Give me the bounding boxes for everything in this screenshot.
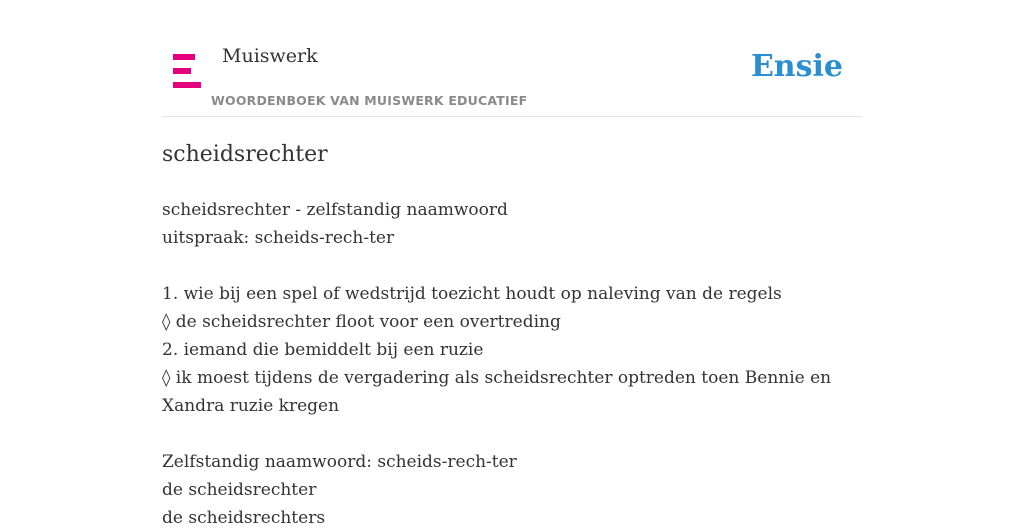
entry-line: 1. wie bij een spel of wedstrijd toezicht houdt op naleving van de regels <box>162 284 782 304</box>
ensie-home-link[interactable]: Ensie <box>750 49 843 84</box>
muiswerk-logo-icon[interactable] <box>173 54 201 88</box>
entry-content <box>162 138 862 532</box>
entry-line: uitspraak: scheids-rech-ter <box>162 228 395 248</box>
entry-line: 2. iemand die bemiddelt bij een ruzie <box>162 340 484 360</box>
site-header <box>162 0 862 117</box>
entry-line: ◊ de scheidsrechter floot voor een overtreding <box>162 312 561 332</box>
entry-line <box>162 252 862 280</box>
logo-bar-bottom <box>173 82 201 88</box>
entry-line: scheidsrechter - zelfstandig naamwoord <box>162 200 508 220</box>
brand-subtitle: WOORDENBOEK VAN MUISWERK EDUCATIEF <box>211 93 528 108</box>
brand-name[interactable]: Muiswerk <box>222 45 318 67</box>
logo-bar-top <box>173 54 195 60</box>
entry-line: Xandra ruzie kregen <box>162 396 340 416</box>
entry-line: ◊ ik moest tijdens de vergadering als scheidsrechter optreden toen Bennie en <box>162 368 832 388</box>
entry-line: de scheidsrechter <box>162 480 317 500</box>
entry-line: de scheidsrechters <box>162 508 326 528</box>
page-title: scheidsrechter <box>162 142 328 167</box>
entry-line <box>162 420 862 448</box>
logo-bar-middle <box>173 68 191 74</box>
entry-line: Zelfstandig naamwoord: scheids-rech-ter <box>162 452 517 472</box>
